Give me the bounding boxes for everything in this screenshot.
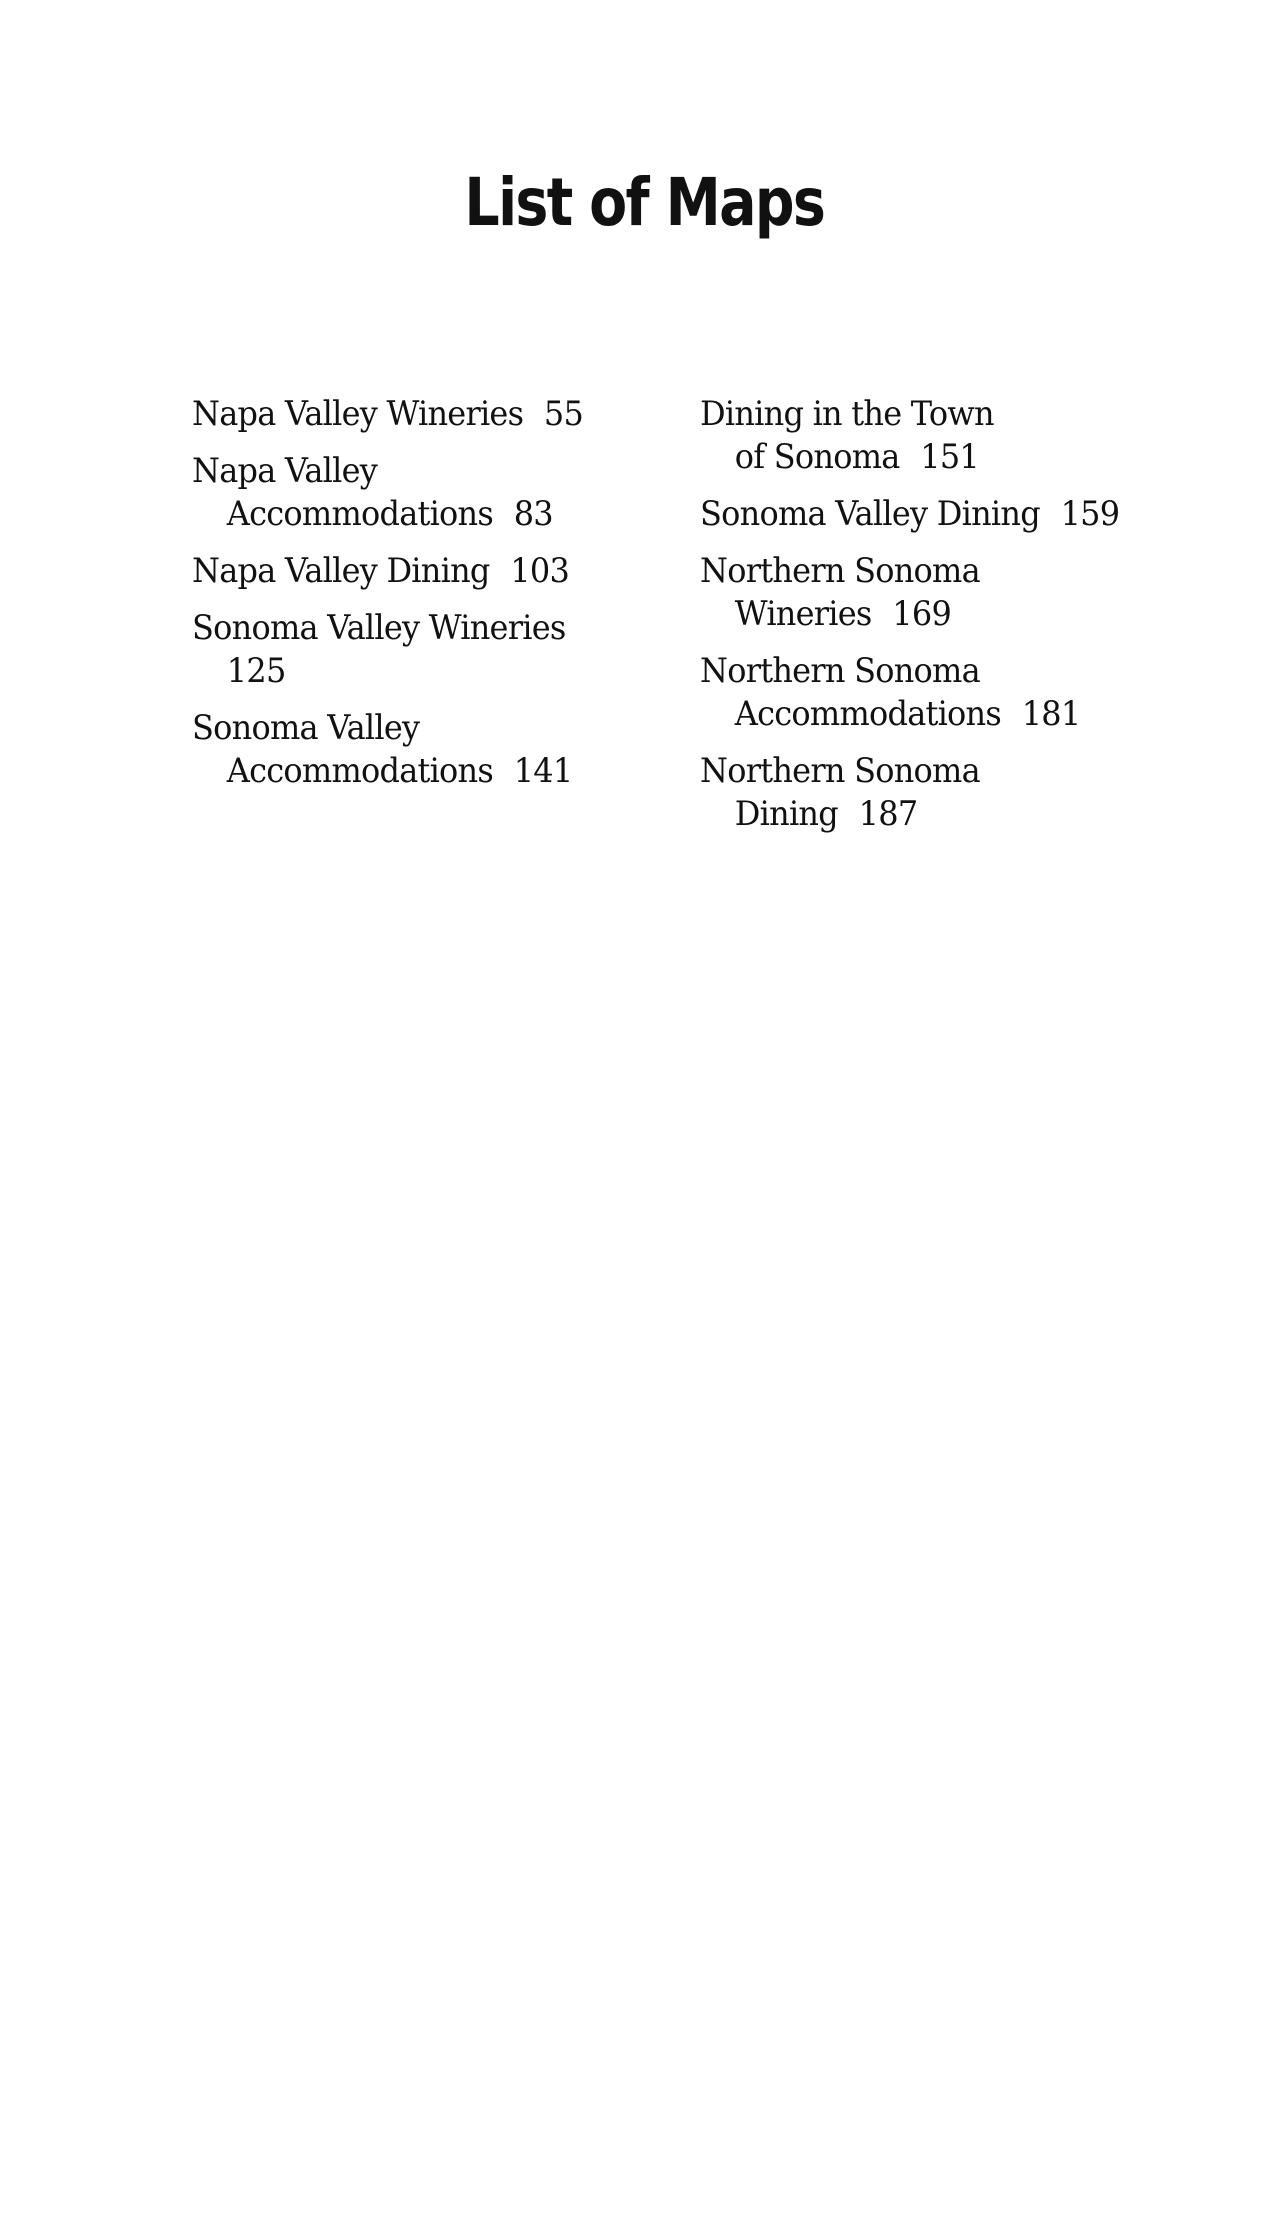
maps-list-left-column (192, 393, 662, 807)
map-entry-page: 55 (543, 394, 584, 434)
maps-list-right-column (700, 393, 1260, 850)
map-entry-title-continued: Accommodations (226, 494, 494, 534)
map-entry-page: 169 (892, 594, 952, 634)
map-entry-napa-valley-accommodations[interactable] (192, 450, 634, 536)
map-entry-page: 141 (513, 751, 573, 791)
map-entry-northern-sonoma-accommodations[interactable] (700, 650, 1226, 736)
map-entry-page: 187 (858, 794, 918, 834)
map-entry-page: 159 (1060, 494, 1120, 534)
map-entry-title: Sonoma Valley Wineries (192, 608, 566, 648)
map-entry-sonoma-valley-dining[interactable] (700, 493, 1226, 536)
map-entry-title-continued: Accommodations (734, 694, 1002, 734)
map-entry-page: 181 (1021, 694, 1081, 734)
map-entry-title-continued: Dining (734, 794, 838, 834)
page-title: List of Maps (464, 164, 825, 241)
map-entry-title: Napa Valley Dining (192, 551, 490, 591)
map-entry-sonoma-valley-wineries[interactable] (192, 607, 634, 693)
map-entry-title: Dining in the Town (700, 394, 994, 434)
map-entry-title-continued: Accommodations (226, 751, 494, 791)
map-entry-title: Sonoma Valley (192, 708, 420, 748)
map-entry-page: 125 (226, 651, 286, 691)
map-entry-title: Northern Sonoma (700, 751, 980, 791)
map-entry-title: Sonoma Valley Dining (700, 494, 1040, 534)
map-entry-title-continued: Wineries (734, 594, 872, 634)
map-entry-page: 103 (510, 551, 570, 591)
map-entry-dining-town-of-sonoma[interactable] (700, 393, 1226, 479)
map-entry-title: Napa Valley Wineries (192, 394, 524, 434)
map-entry-title: Napa Valley (192, 451, 378, 491)
map-entry-northern-sonoma-dining[interactable] (700, 750, 1226, 836)
map-entry-northern-sonoma-wineries[interactable] (700, 550, 1226, 636)
map-entry-page: 83 (513, 494, 553, 534)
map-entry-page: 151 (920, 437, 980, 477)
map-entry-title: Northern Sonoma (700, 551, 980, 591)
map-entry-title-continued: of Sonoma (734, 437, 900, 477)
map-entry-title: Northern Sonoma (700, 651, 980, 691)
map-entry-napa-valley-wineries[interactable] (192, 393, 634, 436)
map-entry-sonoma-valley-accommodations[interactable] (192, 707, 634, 793)
map-entry-napa-valley-dining[interactable] (192, 550, 634, 593)
